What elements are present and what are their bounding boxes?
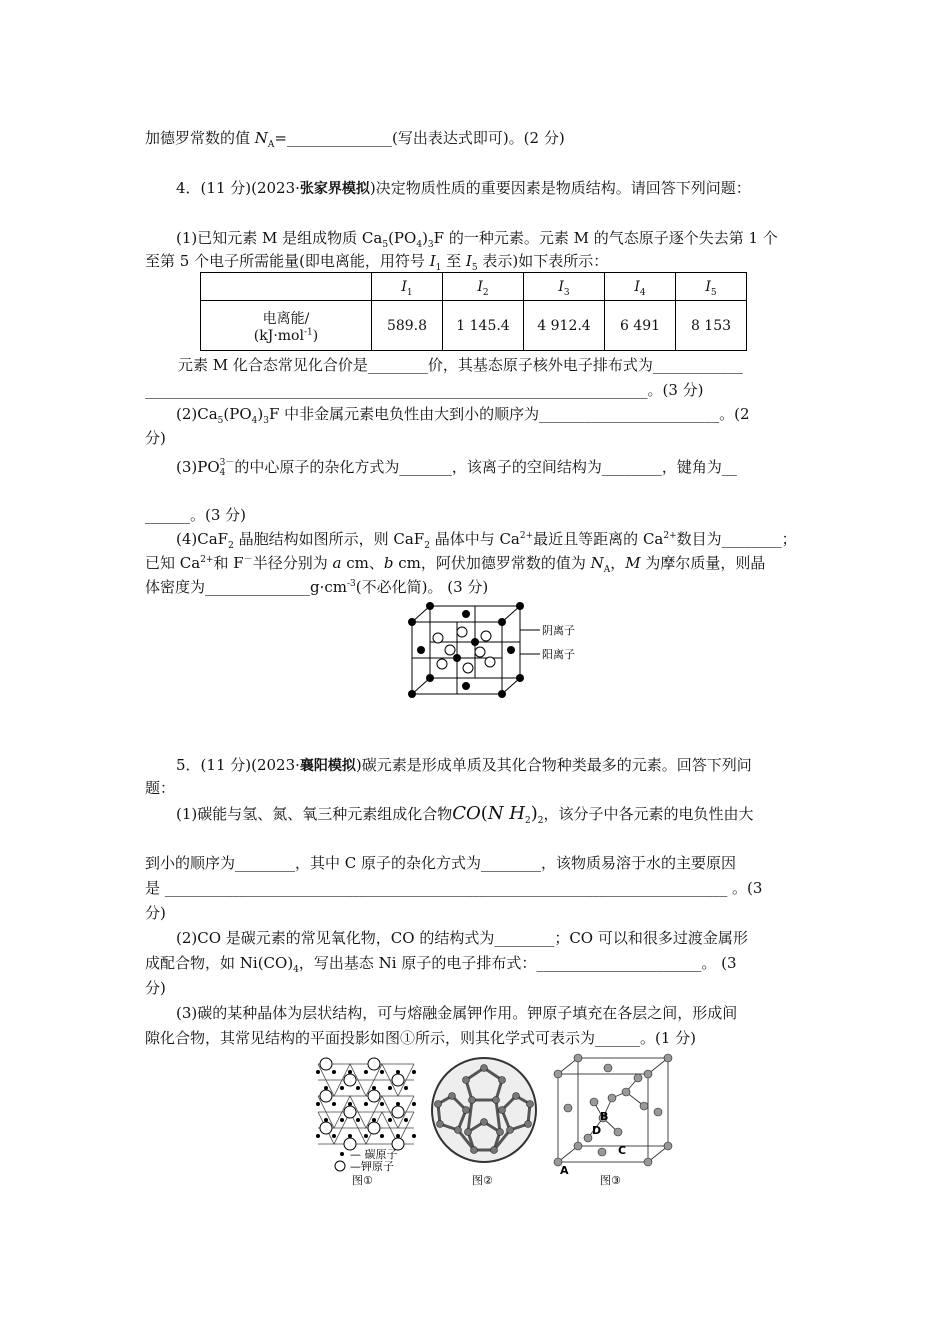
table-header: $I_5$ — [676, 273, 747, 301]
caf2-cell-figure — [400, 602, 580, 702]
table-cell: 4 912.4 — [524, 301, 605, 351]
q5-part2-line2: 成配合物，如 $Ni(CO)_4$，写出基态 Ni 原子的电子排布式：______________________。 (3 — [145, 954, 737, 975]
table-row-label: 电离能/ (kJ·mol$^{-1}$) — [201, 301, 372, 351]
q4-part4-line2: 已知 $Ca^{2+}$和 F－半径分别为 a cm、b cm，阿伏加德罗常数的值为 $N_A$，M 为摩尔质量，则晶 — [145, 554, 766, 575]
q4-part2-line1: $(2)Ca_5(PO_4)_3F$ 中非金属元素电负性由大到小的顺序为________________________。(2 — [176, 405, 750, 426]
q5-part1-line3: 是 ___________________________________________________________________________ 。(3 — [145, 879, 763, 897]
table-header: $I_2$ — [443, 273, 524, 301]
q5-heading: 5．(11 分)(2023·襄阳模拟)碳元素是形成单质及其化合物种类最多的元素。回答下列问 — [176, 756, 752, 774]
table-header: $I_3$ — [524, 273, 605, 301]
table-header: $I_1$ — [372, 273, 443, 301]
table-cell: 1 145.4 — [443, 301, 524, 351]
table-cell: 589.8 — [372, 301, 443, 351]
ionization-energy-table — [200, 272, 747, 351]
potassium-atom-label: —钾原子 — [350, 1160, 394, 1173]
q5-part1-line4: 分) — [145, 904, 166, 922]
q4-heading: 4．(11 分)(2023·张家界模拟)决定物质性质的重要因素是物质结构。请回答下列问题： — [176, 179, 751, 197]
q4-part1-line1: (1)已知元素 M 是组成物质 $Ca_5(PO_4)_3F$ 的一种元素。元素 M 的气态原子逐个失去第 1 个 — [176, 229, 778, 250]
q4-part1-line2: 至第 5 个电子所需能量(即电离能，用符号 $I_1$ 至 $I_5$ 表示)如下表所示： — [145, 252, 609, 273]
q4-part2-line2: 分) — [145, 429, 166, 447]
q4-part1-after2: ___________________________________________________________________。(3 分) — [145, 381, 704, 399]
atom-label-d: D — [592, 1124, 602, 1137]
q4-part4-line3: 体密度为$\_\_\_\_\_\_\_\_\_\_\_\_\_\_g\cdot cm^{-3}$(不必化简)。 (3 分) — [145, 578, 489, 596]
figure-3-caption: 图③ — [600, 1174, 621, 1187]
table-header: $I_4$ — [605, 273, 676, 301]
anion-label: 阴离子 — [542, 624, 575, 637]
figure-3-diamond — [548, 1052, 678, 1188]
cation-label: 阳离子 — [542, 648, 575, 661]
q5-part2-line1: (2)CO 是碳元素的常见氧化物，CO 的结构式为________；CO 可以和很多过渡金属形 — [176, 929, 748, 947]
q3-tail-line: 加德罗常数的值 $N_A=\_\_\_\_\_\_\_\_\_\_\_\_\_\_$(写出表达式即可)。(2 分) — [145, 129, 565, 150]
q5-part1-line2: 到小的顺序为________，其中 C 原子的杂化方式为________，该物质易溶于水的主要原因 — [145, 854, 737, 872]
carbon-atom-label: — 碳原子 — [350, 1148, 398, 1161]
figure-1-caption: 图① — [352, 1174, 373, 1187]
q5-heading-line2: 题： — [145, 779, 176, 797]
q5-part2-line3: 分) — [145, 979, 166, 997]
q4-part1-after1: 元素 M 化合态常见化合价是________价，其基态原子核外电子排布式为____________ — [178, 356, 743, 374]
q4-part4-line1: (4)CaF$_2$ 晶胞结构如图所示，则 CaF$_2$ 晶体中与 $Ca^{2+}$最近且等距离的 $Ca^{2+}$数目为________； — [176, 530, 797, 551]
q5-part3-line1: (3)碳的某种晶体为层状结构，可与熔融金属钾作用。钾原子填充在各层之间，形成间 — [176, 1004, 738, 1022]
figure-2-caption: 图② — [472, 1174, 493, 1187]
table-cell: 8 153 — [676, 301, 747, 351]
q4-part3-line2: ______。(3 分) — [145, 506, 247, 524]
atom-label-b: B — [600, 1110, 609, 1123]
atom-label-a: A — [560, 1164, 569, 1177]
atom-label-c: C — [618, 1144, 627, 1157]
q5-part1-line1: (1)碳能与氢、氮、氧三种元素组成化合物CO(N $H_2)_2$，该分子中各元素的电负性由大 — [176, 803, 754, 826]
figure-2-fullerene — [422, 1052, 546, 1188]
figure-1-graphite — [310, 1052, 420, 1188]
q5-part3-line2: 隙化合物，其常见结构的平面投影如图①所示，则其化学式可表示为______。(1 分) — [145, 1029, 697, 1047]
table-cell: 6 491 — [605, 301, 676, 351]
q4-part3-line1: (3)PO 3－ 4 的中心原子的杂化方式为_______，该离子的空间结构为________，键角为__ — [176, 458, 737, 478]
